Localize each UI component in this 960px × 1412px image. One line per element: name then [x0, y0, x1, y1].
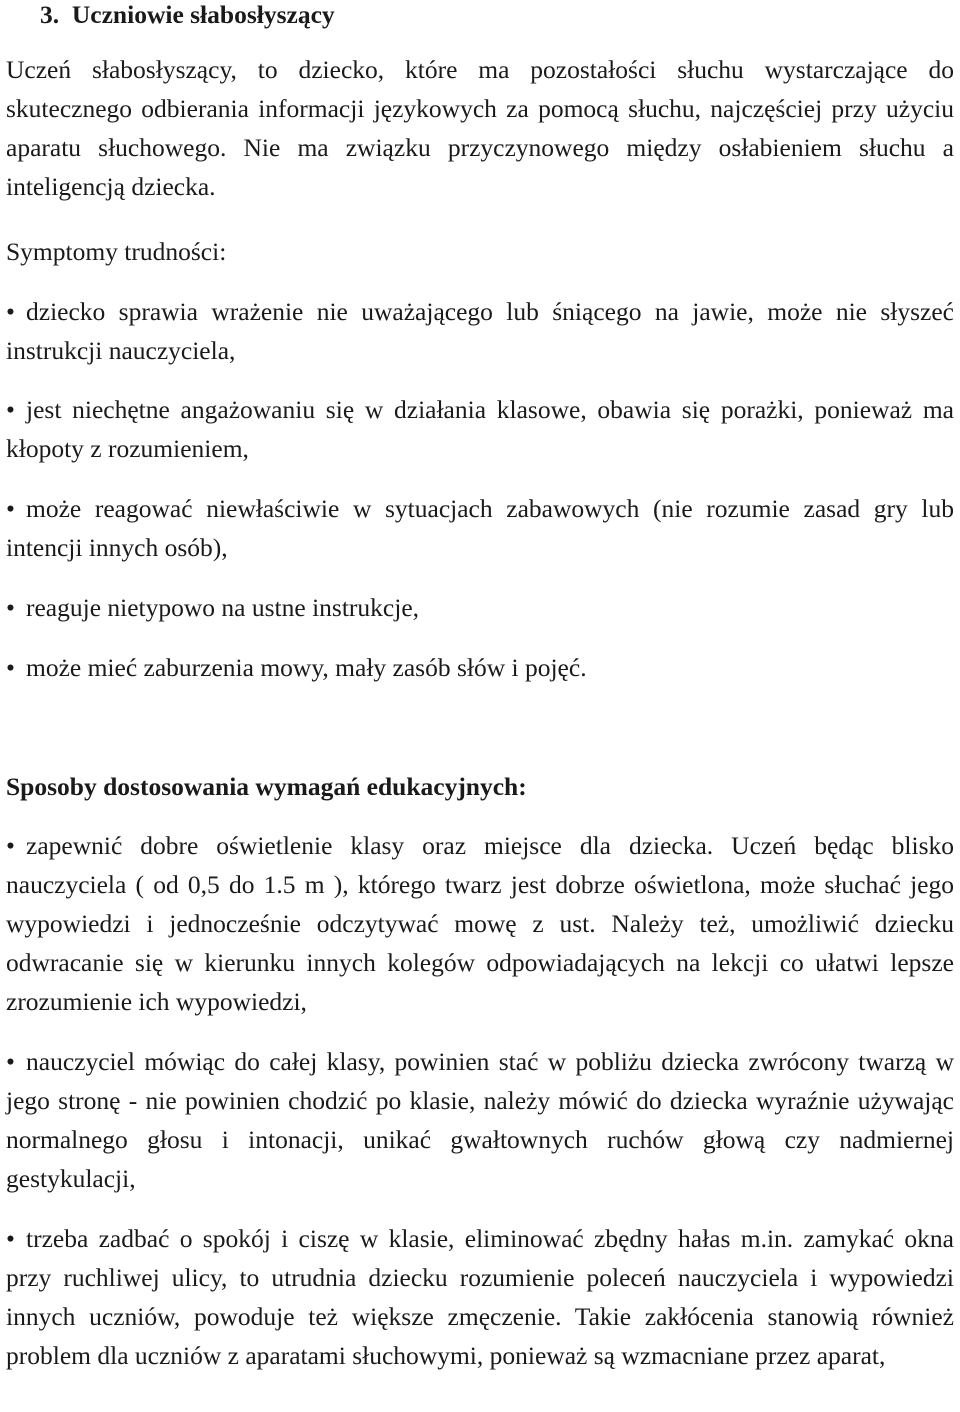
symptom-text: może reagować niewłaściwie w sytuacjach zabawowych (nie rozumie zasad gry lub intencji innych osób),	[6, 494, 954, 562]
adaptation-item	[6, 1042, 954, 1198]
symptom-text: dziecko sprawia wrażenie nie uważającego lub śniącego na jawie, może nie słyszeć instrukcji nauczyciela,	[6, 297, 954, 365]
bullet-glyph: •	[6, 1224, 15, 1253]
adaptation-text: nauczyciel mówiąc do całej klasy, powinien stać w pobliżu dziecka zwrócony twarzą w jego stronę - nie powinien chodzić po klasie, należy mówić do dziecka wyraźnie używając normalnego głosu i intonacji, unikać gwałtownych ruchów głową czy nadmiernej gestykulacji,	[6, 1047, 954, 1193]
adaptation-item	[6, 1219, 954, 1375]
adaptation-text: trzeba zadbać o spokój i ciszę w klasie, eliminować zbędny hałas m.in. zamykać okna przy ruchliwej ulicy, to utrudnia dziecku rozumienie poleceń nauczyciela i wypowiedzi innych uczniów, powoduje też większe zmęczenie. Takie zakłócenia stanowią również problem dla uczniów z aparatami słuchowymi, ponieważ są wzmacniane przez aparat,	[6, 1224, 954, 1370]
bullet-glyph: •	[6, 494, 15, 523]
adaptation-item	[6, 826, 954, 1021]
adaptation-text: zapewnić dobre oświetlenie klasy oraz miejsce dla dziecka. Uczeń będąc blisko nauczyciela ( od 0,5 do 1.5 m ), którego twarz jest dobrze oświetlona, może słuchać jego wypowiedzi i jednocześnie odczytywać mowę z ust. Należy też, umożliwić dziecku odwracanie się w kierunku innych kolegów odpowiadających na lekcji co ułatwi lepsze zrozumienie ich wypowiedzi,	[6, 831, 954, 1016]
bullet-glyph: •	[6, 297, 15, 326]
bullet-glyph: •	[6, 593, 15, 622]
symptom-item	[6, 648, 954, 687]
section-number: 3.	[40, 0, 60, 29]
symptom-item	[6, 292, 954, 370]
symptoms-label: Symptomy trudności:	[6, 237, 227, 266]
section-heading	[40, 0, 335, 32]
bullet-glyph: •	[6, 395, 15, 424]
intro-paragraph: Uczeń słabosłyszący, to dziecko, które ma pozostałości słuchu wystarczające do skutecznego odbierania informacji językowych za pomocą słuchu, najczęściej przy użyciu aparatu słuchowego. Nie ma związku przyczynowego między osłabieniem słuchu a inteligencją dziecka.	[6, 55, 954, 201]
bullet-glyph: •	[6, 831, 15, 860]
symptom-item	[6, 588, 954, 627]
bullet-glyph: •	[6, 653, 15, 682]
symptom-item	[6, 489, 954, 567]
adaptations-heading: Sposoby dostosowania wymagań edukacyjnych:	[6, 772, 527, 801]
bullet-glyph: •	[6, 1047, 15, 1076]
section-title: Uczniowie słabosłyszący	[71, 0, 335, 29]
symptom-item	[6, 390, 954, 468]
symptom-text: może mieć zaburzenia mowy, mały zasób słów i pojęć.	[26, 653, 587, 682]
symptom-text: reaguje nietypowo na ustne instrukcje,	[26, 593, 420, 622]
symptom-text: jest niechętne angażowaniu się w działania klasowe, obawia się porażki, ponieważ ma kłopoty z rozumieniem,	[6, 395, 954, 463]
